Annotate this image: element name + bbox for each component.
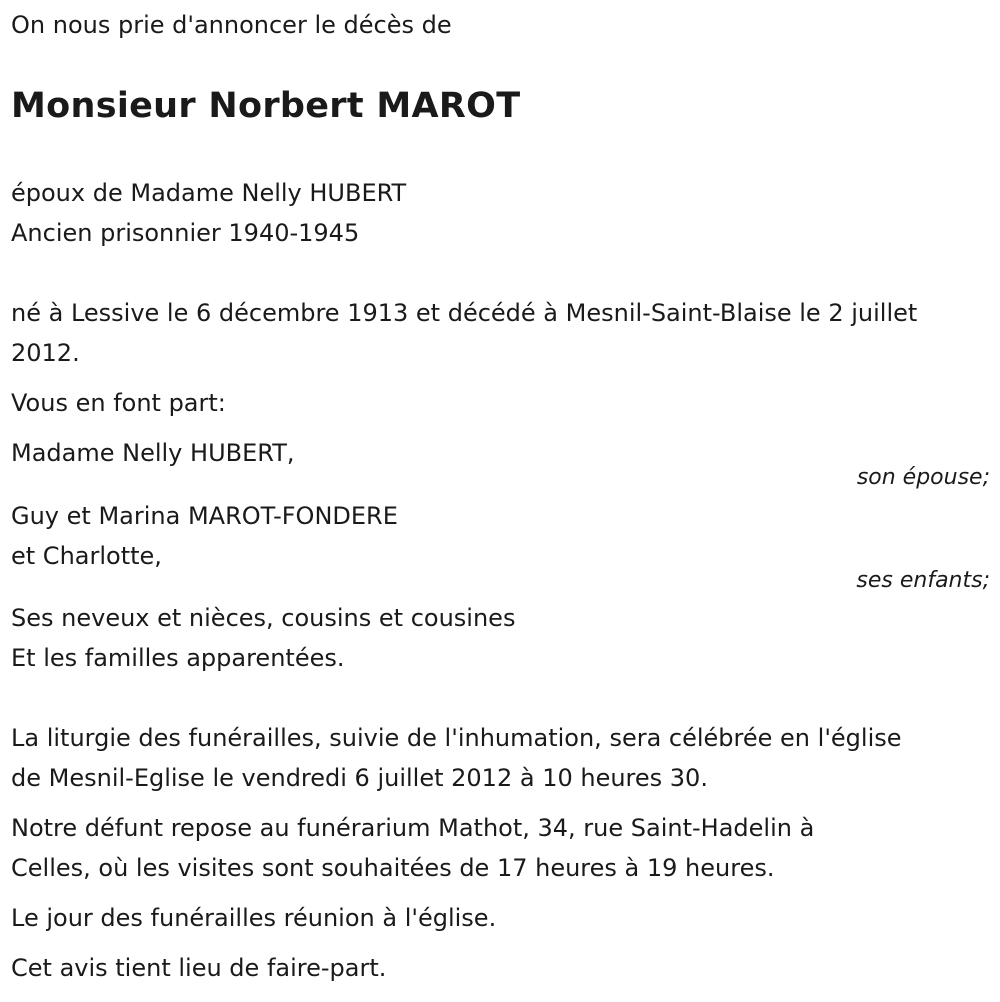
rest-line: Celles, où les visites sont souhaitées de 17 heures à 19 heures. bbox=[11, 854, 775, 882]
family-entry-spouse bbox=[11, 433, 990, 491]
family-relation: son épouse; bbox=[856, 465, 990, 490]
family-member-name: Madame Nelly HUBERT, bbox=[11, 439, 295, 467]
relatives-line: Et les familles apparentées. bbox=[11, 644, 345, 672]
family-entry-children bbox=[11, 496, 990, 594]
rest-line: Notre défunt repose au funérarium Mathot, 34, rue Saint-Hadelin à bbox=[11, 814, 815, 842]
birth-death-line: né à Lessive le 6 décembre 1913 et décédé à Mesnil-Saint-Blaise le 2 juillet bbox=[11, 299, 918, 327]
deceased-name: Monsieur Norbert MAROT bbox=[11, 86, 521, 126]
birth-death-paragraph bbox=[11, 293, 990, 373]
liturgy-paragraph bbox=[11, 718, 990, 798]
family-relation: ses enfants; bbox=[856, 568, 990, 593]
spouse-line: époux de Madame Nelly HUBERT bbox=[11, 179, 407, 207]
meeting-line: Le jour des funérailles réunion à l'église. bbox=[11, 904, 497, 932]
liturgy-line: de Mesnil-Eglise le vendredi 6 juillet 2012 à 10 heures 30. bbox=[11, 764, 708, 792]
deceased-details bbox=[11, 173, 990, 253]
relatives-line: Ses neveux et nièces, cousins et cousines bbox=[11, 604, 516, 632]
family-member-name: Guy et Marina MAROT-FONDERE bbox=[11, 502, 398, 530]
intro-text: On nous prie d'annoncer le décès de bbox=[11, 11, 452, 39]
birth-death-line: 2012. bbox=[11, 339, 80, 367]
closing-line: Cet avis tient lieu de faire-part. bbox=[11, 954, 387, 982]
relatives-paragraph bbox=[11, 598, 990, 678]
announcers-intro: Vous en font part: bbox=[11, 389, 226, 417]
family-member-name: et Charlotte, bbox=[11, 542, 162, 570]
liturgy-line: La liturgie des funérailles, suivie de l'inhumation, sera célébrée en l'église bbox=[11, 724, 902, 752]
rest-paragraph bbox=[11, 808, 990, 888]
title-line: Ancien prisonnier 1940-1945 bbox=[11, 219, 360, 247]
